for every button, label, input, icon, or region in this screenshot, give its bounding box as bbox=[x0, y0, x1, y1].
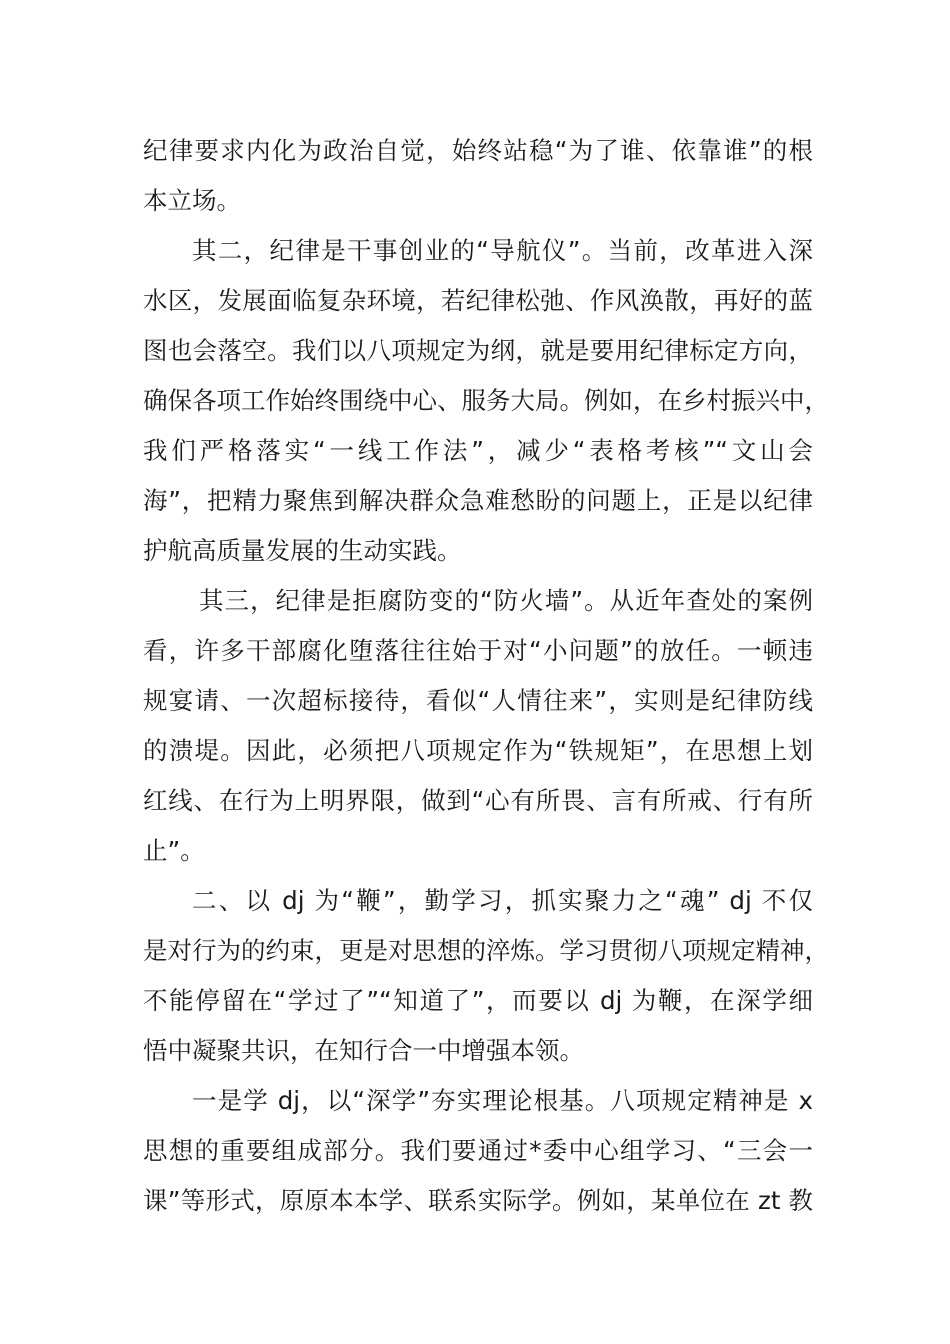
text-line: 思想的重要组成部分。我们要通过*委中心组学习、“三会一 bbox=[143, 1136, 813, 1165]
paragraph-start-line: 一是学 dj，以“深学”夯实理论根基。八项规定精神是 x bbox=[192, 1086, 813, 1115]
paragraph-start-line: 其二，纪律是干事创业的“导航仪”。当前，改革进入深 bbox=[192, 236, 813, 265]
text-line: 课”等形式，原原本本学、联系实际学。例如，某单位在 zt 教 bbox=[143, 1186, 813, 1215]
text-line: 水区，发展面临复杂环境，若纪律松弛、作风涣散，再好的蓝 bbox=[143, 286, 813, 315]
text-line: 不能停留在“学过了”“知道了”，而要以 dj 为鞭，在深学细 bbox=[143, 986, 813, 1015]
text-line: 红线、在行为上明界限，做到“心有所畏、言有所戒、行有所 bbox=[143, 786, 813, 815]
section-heading-line: 二、以 dj 为“鞭”，勤学习，抓实聚力之“魂” dj 不仅 bbox=[192, 886, 813, 915]
text-line: 看，许多干部腐化堕落往往始于对“小问题”的放任。一顿违 bbox=[143, 636, 813, 665]
paragraph-start-line: 其三，纪律是拒腐防变的“防火墙”。从近年查处的案例 bbox=[199, 586, 813, 615]
text-line: 纪律要求内化为政治自觉，始终站稳“为了谁、依靠谁”的根 bbox=[143, 136, 813, 165]
text-line: 的溃堤。因此，必须把八项规定作为“铁规矩”，在思想上划 bbox=[143, 736, 813, 765]
text-line: 护航高质量发展的生动实践。 bbox=[143, 536, 462, 565]
text-line: 止”。 bbox=[143, 836, 205, 865]
text-line: 海”，把精力聚焦到解决群众急难愁盼的问题上，正是以纪律 bbox=[143, 486, 813, 515]
text-line: 我们严格落实“一线工作法”，减少“表格考核”“文山会 bbox=[143, 436, 813, 465]
text-line: 规宴请、一次超标接待，看似“人情往来”，实则是纪律防线 bbox=[143, 686, 813, 715]
text-line: 悟中凝聚共识，在知行合一中增强本领。 bbox=[143, 1036, 584, 1065]
text-line: 图也会落空。我们以八项规定为纲，就是要用纪律标定方向， bbox=[143, 336, 813, 365]
text-line: 本立场。 bbox=[143, 186, 241, 215]
text-line: 确保各项工作始终围绕中心、服务大局。例如，在乡村振兴中， bbox=[143, 386, 829, 415]
text-line: 是对行为的约束，更是对思想的淬炼。学习贯彻八项规定精神， bbox=[143, 936, 829, 965]
